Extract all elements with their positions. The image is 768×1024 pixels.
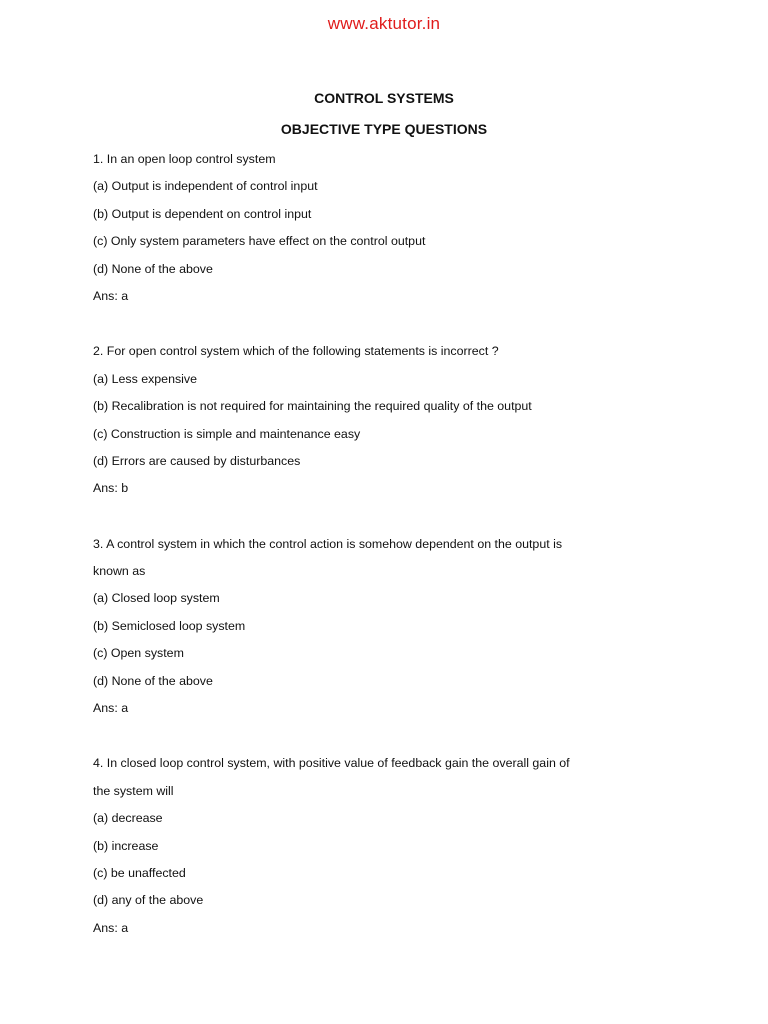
answer-text: Ans: a [93,288,129,303]
question-text: 2. For open control system which of the following statements is incorrect ? [93,344,499,359]
answer-text: Ans: b [93,481,129,496]
option-d: (d) None of the above [93,261,213,276]
answer-text: Ans: a [93,920,129,935]
option-a: (a) Output is independent of control input [93,179,318,194]
question-text: 1. In an open loop control system [93,152,276,166]
option-d: (d) None of the above [93,673,213,688]
option-b: (b) Recalibration is not required for maintaining the required quality of the output [93,399,532,414]
option-d: (d) Errors are caused by disturbances [93,453,301,468]
answer-text: Ans: a [93,701,129,716]
option-c: (c) Open system [93,646,184,661]
option-b: (b) Semiclosed loop system [93,618,246,633]
option-c: (c) Only system parameters have effect on the control output [93,234,426,249]
question-text-continued: known as [93,564,146,579]
document-subtitle: OBJECTIVE TYPE QUESTIONS [280,121,488,137]
option-c: (c) be unaffected [93,865,186,880]
question-list [93,150,653,946]
spacer [93,726,653,754]
question-text-continued: the system will [93,783,174,798]
question-block [93,535,653,727]
option-a: (a) Less expensive [93,371,197,386]
option-a: (a) Closed loop system [93,591,220,606]
site-url-header[interactable]: www.aktutor.in [327,14,441,33]
option-d: (d) any of the above [93,893,204,908]
option-b: (b) increase [93,838,159,853]
spacer [93,314,653,342]
question-text: 4. In closed loop control system, with positive value of feedback gain the overall gain of [93,756,570,771]
option-a: (a) decrease [93,811,163,826]
option-b: (b) Output is dependent on control input [93,206,312,221]
document-title: CONTROL SYSTEMS [314,90,454,106]
question-text: 3. A control system in which the control action is somehow dependent on the output is [93,536,563,551]
option-c: (c) Construction is simple and maintenance easy [93,426,361,441]
question-block [93,754,653,946]
spacer [93,507,653,535]
question-block [93,150,653,314]
question-block [93,342,653,506]
